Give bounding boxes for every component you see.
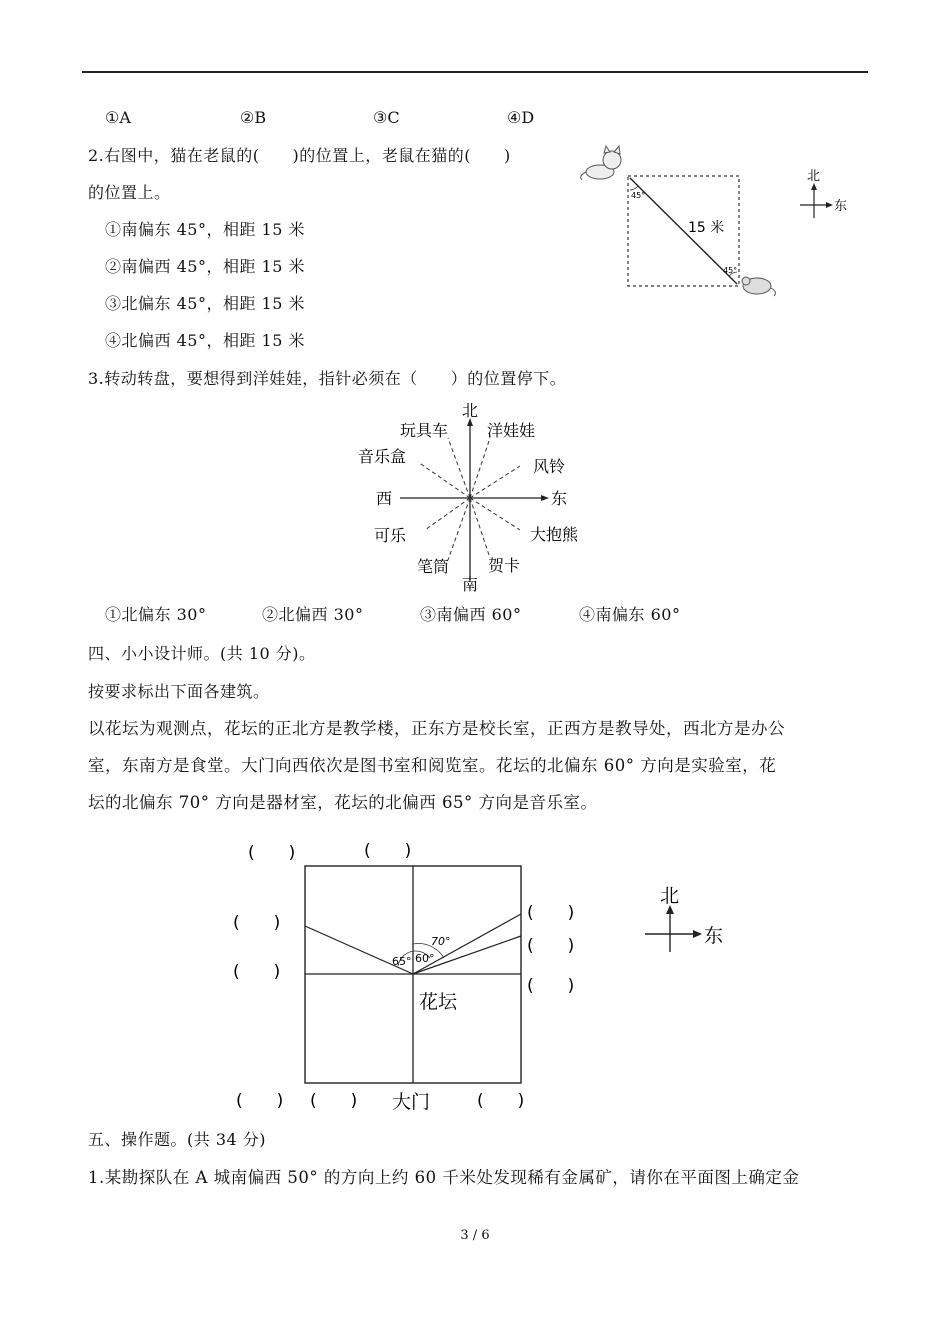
q3-spinner-diagram: [358, 401, 579, 594]
s4-blank-left-1: ( ): [233, 913, 281, 933]
q1-option-c: ③C: [373, 108, 400, 127]
q3-north-label: 北: [462, 401, 479, 420]
q3-option-2: ②北偏西 30°: [262, 605, 364, 624]
q3-card-label: 贺卡: [488, 556, 521, 575]
q2-question-line1: 2.右图中，猫在老鼠的( )的位置上，老鼠在猫的( ): [88, 146, 511, 165]
s4-north-label: 北: [660, 885, 680, 907]
s4-blank-right-2: ( ): [527, 936, 575, 956]
q2-option-1: ①南偏东 45°，相距 15 米: [105, 220, 305, 239]
s4-angle-60: 60°: [415, 952, 435, 965]
q3-bear-label: 大抱熊: [530, 525, 579, 544]
q2-option-4: ④北偏西 45°，相距 15 米: [105, 331, 305, 350]
mouse-illustration: [742, 277, 775, 296]
s4-gate-label: 大门: [392, 1091, 431, 1113]
q3-south-label: 南: [462, 575, 479, 594]
s4-angle-70: 70°: [431, 935, 451, 948]
q3-cola-label: 可乐: [374, 526, 407, 545]
s4-blank-right-3: ( ): [527, 976, 575, 996]
s4-angle-65: 65°: [392, 955, 412, 968]
q3-east-label: 东: [551, 489, 568, 508]
s4-blank-left-2: ( ): [233, 962, 281, 982]
q1-option-d: ④D: [507, 108, 535, 127]
q1-option-a: ①A: [105, 108, 131, 127]
q3-music-box-label: 音乐盒: [358, 447, 407, 466]
q2-question-line2: 的位置上。: [88, 183, 171, 202]
q3-option-1: ①北偏东 30°: [105, 605, 207, 624]
s4-flowerbed-label: 花坛: [419, 991, 458, 1013]
section5-q1: 1.某勘探队在 A 城南偏西 50° 的方向上约 60 千米处发现稀有金属矿，请你在平面图上确定金: [88, 1168, 800, 1187]
q3-toy-car-label: 玩具车: [400, 421, 449, 440]
s4-compass: [645, 885, 723, 952]
q2-option-2: ②南偏西 45°，相距 15 米: [105, 257, 305, 276]
section4-para-line2: 室，东南方是食堂。大门向西依次是图书室和阅览室。花坛的北偏东 60° 方向是实验室，花: [88, 756, 777, 775]
s4-blank-bottom-2: ( ): [310, 1091, 358, 1111]
s4-blank-top-center: ( ): [364, 841, 412, 861]
s4-map-diagram: [233, 841, 723, 1113]
q2-north-label: 北: [807, 169, 821, 184]
q3-pen-holder-label: 笔筒: [417, 557, 450, 576]
q3-west-label: 西: [376, 489, 393, 508]
s4-blank-bottom-1: ( ): [236, 1091, 284, 1111]
q3-question: 3.转动转盘，要想得到洋娃娃，指针必须在（ ）的位置停下。: [88, 369, 567, 388]
q3-option-3: ③南偏西 60°: [420, 605, 522, 624]
q3-doll-label: 洋娃娃: [487, 421, 536, 440]
q2-compass: [800, 169, 847, 218]
section4-para-line1: 以花坛为观测点，花坛的正北方是教学楼，正东方是校长室，正西方是教导处，西北方是办公: [88, 719, 785, 738]
q1-option-b: ②B: [240, 108, 267, 127]
cat-illustration: [581, 146, 621, 180]
q2-angle-bottom: 45°: [723, 266, 738, 275]
page-number: 3 / 6: [460, 1228, 490, 1243]
s4-blank-top-left: ( ): [248, 843, 296, 863]
s4-blank-right-1: ( ): [527, 903, 575, 923]
q2-angle-top: 45°: [631, 191, 646, 200]
section4-para-line3: 坛的北偏东 70° 方向是器材室，花坛的北偏西 65° 方向是音乐室。: [88, 793, 598, 812]
q2-east-label: 东: [834, 199, 848, 214]
section4-instruction: 按要求标出下面各建筑。: [88, 682, 270, 701]
q2-distance-label: 15 米: [688, 220, 725, 236]
q2-option-3: ③北偏东 45°，相距 15 米: [105, 294, 305, 313]
q3-wind-chime-label: 风铃: [533, 457, 566, 476]
section4-title: 四、小小设计师。(共 10 分)。: [88, 644, 316, 663]
section5-title: 五、操作题。(共 34 分): [88, 1130, 267, 1149]
s4-east-label: 东: [704, 925, 724, 947]
q3-option-4: ④南偏东 60°: [579, 605, 681, 624]
s4-blank-bottom-3: ( ): [477, 1091, 525, 1111]
